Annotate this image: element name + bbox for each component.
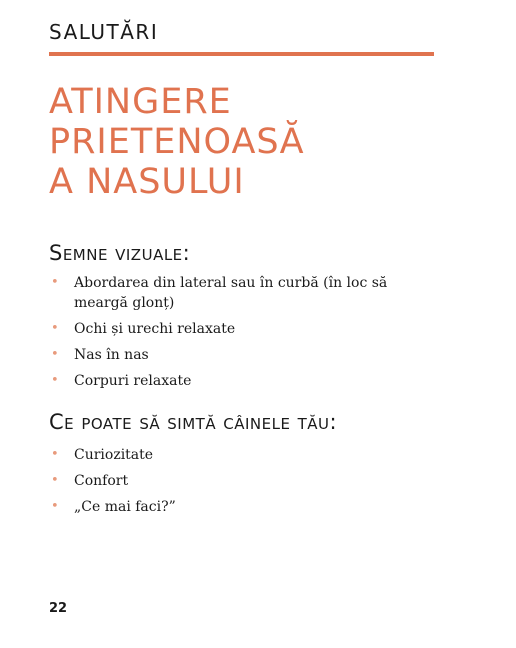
dog-feelings-heading: Ce poate să simtă câinele tău: (49, 410, 338, 434)
bullet-dot-icon: • (51, 473, 59, 488)
list-item (49, 345, 409, 365)
list-item-text: „Ce mai faci?” (74, 499, 176, 515)
list-item-text: Abordarea din lateral sau în curbă (în loc să meargă glonț) (74, 275, 388, 311)
visual-signs-heading: Semne vizuale: (49, 241, 191, 265)
title-line-1: ATINGERE (49, 82, 232, 122)
bullet-dot-icon: • (51, 373, 59, 388)
bullet-dot-icon: • (51, 447, 59, 462)
visual-signs-list (49, 273, 409, 397)
bullet-dot-icon: • (51, 321, 59, 336)
list-item-text: Ochi și urechi relaxate (74, 321, 236, 337)
list-item-text: Nas în nas (74, 347, 149, 363)
list-item (49, 371, 409, 391)
title-line-2: PRIETENOASĂ (49, 122, 305, 162)
page-number: 22 (49, 601, 68, 616)
list-item (49, 497, 409, 517)
list-item-text: Confort (74, 473, 129, 489)
list-item (49, 471, 409, 491)
bullet-dot-icon: • (51, 275, 59, 290)
title-line-3: A NASULUI (49, 162, 245, 202)
header-rule (49, 52, 434, 56)
bullet-dot-icon: • (51, 347, 59, 362)
dog-feelings-list (49, 445, 409, 523)
list-item-text: Curiozitate (74, 447, 154, 463)
section-label: SALUTĂRI (49, 20, 159, 44)
list-item (49, 319, 409, 339)
list-item (49, 273, 409, 313)
list-item (49, 445, 409, 465)
bullet-dot-icon: • (51, 499, 59, 514)
list-item-text: Corpuri relaxate (74, 373, 192, 389)
page-title (49, 82, 305, 202)
